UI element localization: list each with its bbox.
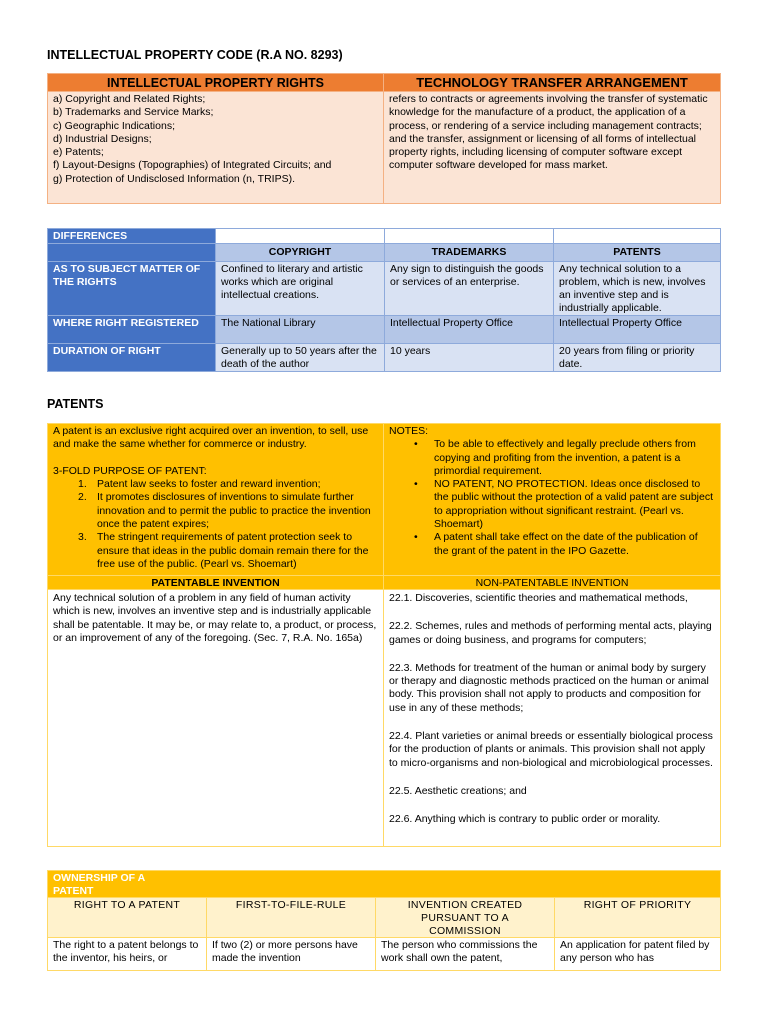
list-number: 2. bbox=[78, 491, 87, 504]
section-title-patents: PATENTS bbox=[47, 397, 104, 411]
column-header-right-to-patent: RIGHT TO A PATENT bbox=[48, 898, 207, 938]
row-label-duration: DURATION OF RIGHT bbox=[48, 344, 216, 372]
list-item-text: It promotes disclosures of inventions to simulate further innovation and to permit the public to practice the invention once the patent expires; bbox=[97, 491, 371, 531]
table-cell: Intellectual Property Office bbox=[385, 316, 554, 344]
tta-definition: refers to contracts or agreements involving the transfer of systematic knowledge for the manufacture of a product, the application of a process, or rendering of a service including management contracts; and the transfer, assignment or licensing of all forms of intellectual property rights, including licensing of computer software except computer software developed for mass market. bbox=[389, 93, 708, 172]
notes-heading: NOTES: bbox=[389, 425, 429, 437]
table-cell: The right to a patent belongs to the inventor, his heirs, or bbox=[48, 938, 207, 971]
ip-rights-header: INTELLECTUAL PROPERTY RIGHTS bbox=[48, 74, 384, 92]
list-item-text: A patent shall take effect on the date of the publication of the grant of the patent in the IPO Gazette. bbox=[434, 531, 698, 557]
non-patentable-item: 22.5. Aesthetic creations; and bbox=[389, 784, 527, 797]
ip-rights-list bbox=[48, 92, 384, 204]
list-item-text: Patent law seeks to foster and reward invention; bbox=[97, 478, 321, 491]
ownership-heading: OWNERSHIP OF A PATENT bbox=[53, 872, 145, 897]
non-patentable-item: 22.3. Methods for treatment of the human or animal body by surgery or therapy and diagnostic methods practiced on the human or animal body. This provision shall not apply to products and composition for use in any of these methods; bbox=[389, 661, 709, 714]
empty-cell bbox=[554, 229, 721, 244]
ownership-heading-cell bbox=[48, 871, 721, 898]
non-patentable-item: 22.1. Discoveries, scientific theories and mathematical methods, bbox=[389, 592, 688, 604]
list-item-text: To be able to effectively and legally preclude others from copying and profiting from the invention, a patent is a primordial requirement. bbox=[434, 438, 696, 477]
table-cell: The person who commissions the work shall own the patent, bbox=[376, 938, 555, 971]
ownership-title-row bbox=[48, 871, 721, 898]
ip-right-item: g) Protection of Undisclosed Information (n, TRIPS). bbox=[53, 172, 295, 185]
bullet-icon bbox=[414, 531, 434, 558]
table-cell: Confined to literary and artistic works which are original intellectual creations. bbox=[216, 262, 385, 316]
differences-title-row bbox=[48, 229, 721, 244]
ip-right-item: b) Trademarks and Service Marks; bbox=[53, 106, 214, 119]
table-cell: 10 years bbox=[385, 344, 554, 372]
list-item bbox=[389, 531, 715, 558]
purpose-heading: 3-FOLD PURPOSE OF PATENT: bbox=[53, 464, 207, 477]
ip-table-header-row bbox=[48, 74, 721, 92]
patent-definition: A patent is an exclusive right acquired over an invention, to sell, use and make the same whether for commerce or industry. bbox=[53, 425, 369, 451]
list-number: 1. bbox=[78, 478, 87, 491]
differences-column-header-row bbox=[48, 244, 721, 262]
non-patentable-item: 22.2. Schemes, rules and methods of performing mental acts, playing games or doing business, and programs for computers; bbox=[389, 620, 712, 646]
ownership-table bbox=[47, 870, 721, 971]
table-row bbox=[48, 938, 721, 971]
column-header-trademarks: TRADEMARKS bbox=[385, 244, 554, 262]
list-item bbox=[53, 531, 378, 571]
table-cell: The National Library bbox=[216, 316, 385, 344]
list-number: 3. bbox=[78, 531, 87, 544]
list-item bbox=[53, 478, 378, 491]
tta-header: TECHNOLOGY TRANSFER ARRANGEMENT bbox=[384, 74, 721, 92]
row-label-subject-matter: AS TO SUBJECT MATTER OF THE RIGHTS bbox=[48, 262, 216, 316]
column-header-first-to-file: FIRST-TO-FILE-RULE bbox=[207, 898, 376, 938]
bullet-icon bbox=[414, 478, 434, 531]
list-item-text: The stringent requirements of patent protection seek to ensure that ideas in the public domain remain there for the free use of the public. (Pearl vs. Shoemart) bbox=[97, 531, 369, 570]
empty-label-cell bbox=[48, 244, 216, 262]
non-patentable-invention-header: NON-PATENTABLE INVENTION bbox=[384, 576, 721, 590]
table-row bbox=[48, 316, 721, 344]
patentable-invention-header: PATENTABLE INVENTION bbox=[48, 576, 384, 590]
column-header-right-of-priority: RIGHT OF PRIORITY bbox=[555, 898, 721, 938]
ip-table-body-row bbox=[48, 92, 721, 204]
non-patentable-item: 22.6. Anything which is contrary to public order or morality. bbox=[389, 813, 661, 826]
table-cell: 20 years from filing or priority date. bbox=[554, 344, 721, 372]
patentable-invention-cell bbox=[48, 590, 384, 847]
table-cell: Intellectual Property Office bbox=[554, 316, 721, 344]
non-patentable-invention-cell bbox=[384, 590, 721, 847]
column-header-commission: INVENTION CREATED PURSUANT TO A COMMISSION bbox=[376, 898, 555, 938]
table-cell: Generally up to 50 years after the death of the author bbox=[216, 344, 385, 372]
tta-definition-cell bbox=[384, 92, 721, 204]
ip-right-item: a) Copyright and Related Rights; bbox=[53, 93, 206, 105]
row-label-where-registered: WHERE RIGHT REGISTERED bbox=[48, 316, 216, 344]
table-cell: Any technical solution to a problem, which is new, involves an inventive step and is industrially applicable. bbox=[554, 262, 721, 316]
table-row bbox=[48, 344, 721, 372]
list-item bbox=[389, 438, 715, 478]
patentability-body-row bbox=[48, 590, 721, 847]
ip-right-item: f) Layout-Designs (Topographies) of Integrated Circuits; and bbox=[53, 159, 332, 172]
document-title: INTELLECTUAL PROPERTY CODE (R.A NO. 8293) bbox=[47, 48, 343, 62]
patents-overview-row bbox=[48, 424, 721, 576]
column-header-copyright: COPYRIGHT bbox=[216, 244, 385, 262]
table-row bbox=[48, 262, 721, 316]
table-cell: If two (2) or more persons have made the invention bbox=[207, 938, 376, 971]
list-item bbox=[389, 478, 715, 531]
ownership-column-header-row bbox=[48, 898, 721, 938]
bullet-icon bbox=[414, 438, 434, 478]
empty-cell bbox=[216, 229, 385, 244]
ip-right-item: c) Geographic Indications; bbox=[53, 119, 175, 132]
column-header-patents: PATENTS bbox=[554, 244, 721, 262]
empty-cell bbox=[385, 229, 554, 244]
patent-definition-cell bbox=[48, 424, 384, 576]
patent-notes-cell bbox=[384, 424, 721, 576]
differences-table bbox=[47, 228, 721, 372]
ip-right-item: d) Industrial Designs; bbox=[53, 132, 152, 145]
differences-corner-label: DIFFERENCES bbox=[48, 229, 216, 244]
patentability-header-row bbox=[48, 576, 721, 590]
ip-right-item: e) Patents; bbox=[53, 146, 104, 159]
list-item-text: NO PATENT, NO PROTECTION. Ideas once disclosed to the public without the protection of a valid patent are subject to appropriation without significant restraint. (Pearl vs. Shoemart) bbox=[434, 478, 714, 531]
list-item bbox=[53, 491, 378, 531]
non-patentable-item: 22.4. Plant varieties or animal breeds or essentially biological process for the production of plants or animals. This provision shall not apply to micro-organisms and non-biological and microbiological processes. bbox=[389, 730, 713, 769]
table-cell: An application for patent filed by any person who has bbox=[555, 938, 721, 971]
patents-table bbox=[47, 423, 721, 847]
ip-rights-table bbox=[47, 73, 721, 204]
table-cell: Any sign to distinguish the goods or services of an enterprise. bbox=[385, 262, 554, 316]
patentable-invention-text: Any technical solution of a problem in any field of human activity which is new, involves an inventive step and is industrially applicable shall be patentable. It may be, or may relate to, a product, or process, or an improvement of any of the foregoing. (Sec. 7, R.A. No. 165a) bbox=[53, 592, 377, 644]
